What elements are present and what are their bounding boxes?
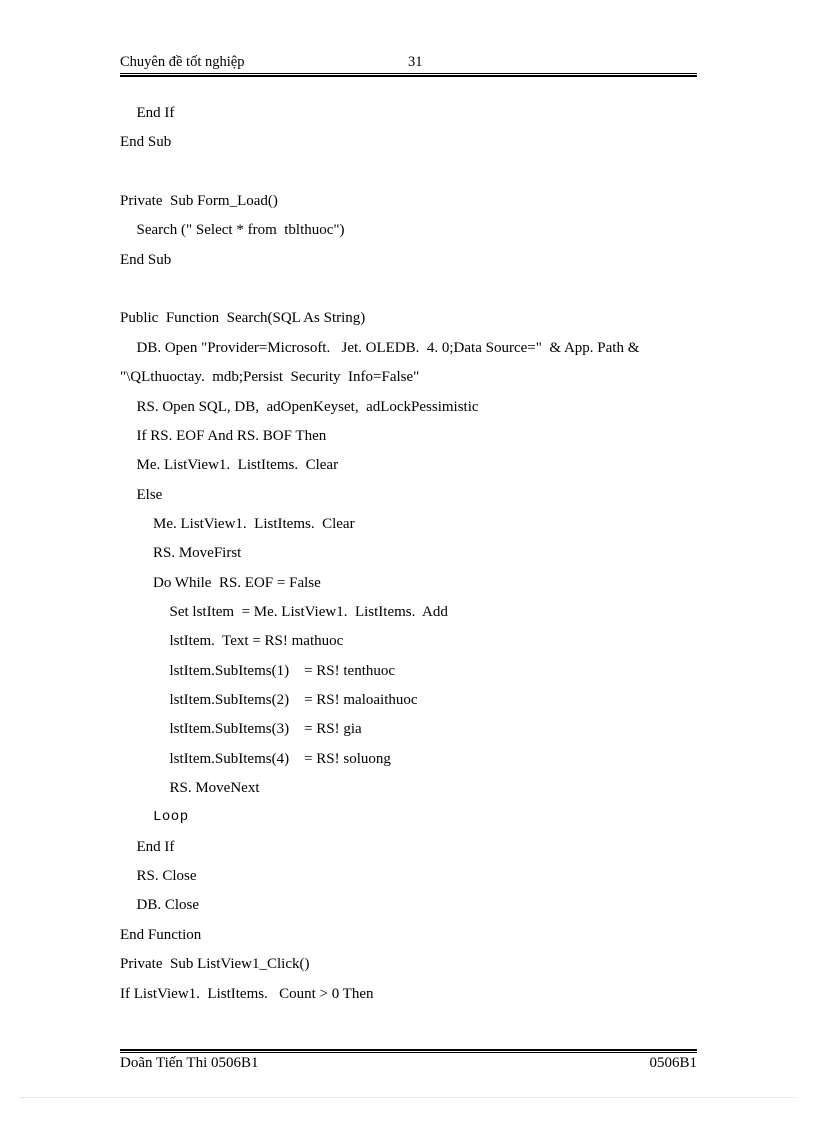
code-line: If RS. EOF And RS. BOF Then xyxy=(136,427,327,444)
code-line: End Function xyxy=(120,926,202,943)
page-footer xyxy=(120,1055,697,1073)
code-line: End If xyxy=(136,105,175,121)
header-title: Chuyên đề tốt nghiệp xyxy=(120,54,245,70)
code-line: Me. ListView1. ListItems. Clear xyxy=(136,457,339,474)
page-number: 31 xyxy=(408,54,423,70)
code-line: RS. Close xyxy=(136,868,197,885)
code-line: lstItem.SubItems(4) = RS! soluong xyxy=(169,750,391,767)
code-line: Set lstItem = Me. ListView1. ListItems. Add xyxy=(169,603,448,620)
code-line: lstItem.SubItems(2) = RS! maloaithuoc xyxy=(169,692,418,708)
code-line: Loop xyxy=(153,809,189,826)
code-line: RS. Open SQL, DB, adOpenKeyset, adLockPessimistic xyxy=(136,398,479,415)
code-line: End Sub xyxy=(120,134,172,151)
code-line: Else xyxy=(136,486,163,503)
footer-author: Doãn Tiến Thi 0506B1 xyxy=(120,1055,259,1071)
code-line: RS. MoveNext xyxy=(169,780,260,797)
code-line: DB. Open "Provider=Microsoft. Jet. OLEDB. 4. 0;Data Source=" & App. Path & xyxy=(136,339,640,356)
code-line: Me. ListView1. ListItems. Clear xyxy=(153,515,355,532)
code-line: lstItem.SubItems(3) = RS! gia xyxy=(169,721,362,738)
header-rule xyxy=(120,73,697,77)
page-edge xyxy=(20,1097,796,1098)
code-line: lstItem. Text = RS! mathuoc xyxy=(169,633,344,650)
code-line: RS. MoveFirst xyxy=(153,545,242,562)
footer-rule xyxy=(120,1049,697,1053)
code-line: lstItem.SubItems(1) = RS! tenthuoc xyxy=(169,662,396,679)
code-line: "\QLthuoctay. mdb;Persist Security Info=False" xyxy=(120,369,420,386)
footer-code: 0506B1 xyxy=(649,1055,697,1071)
code-line: Public Function Search(SQL As String) xyxy=(120,310,366,327)
page-header xyxy=(120,54,697,72)
code-line: Search (" Select * from tblthuoc") xyxy=(136,222,345,239)
code-line: End If xyxy=(136,838,175,855)
code-line: Do While RS. EOF = False xyxy=(153,574,321,591)
code-line: DB. Close xyxy=(136,897,200,914)
code-line: Private Sub ListView1_Click() xyxy=(120,956,310,973)
code-line: If ListView1. ListItems. Count > 0 Then xyxy=(120,985,374,1002)
code-line: Private Sub Form_Load() xyxy=(120,193,278,210)
code-line: End Sub xyxy=(120,251,172,268)
